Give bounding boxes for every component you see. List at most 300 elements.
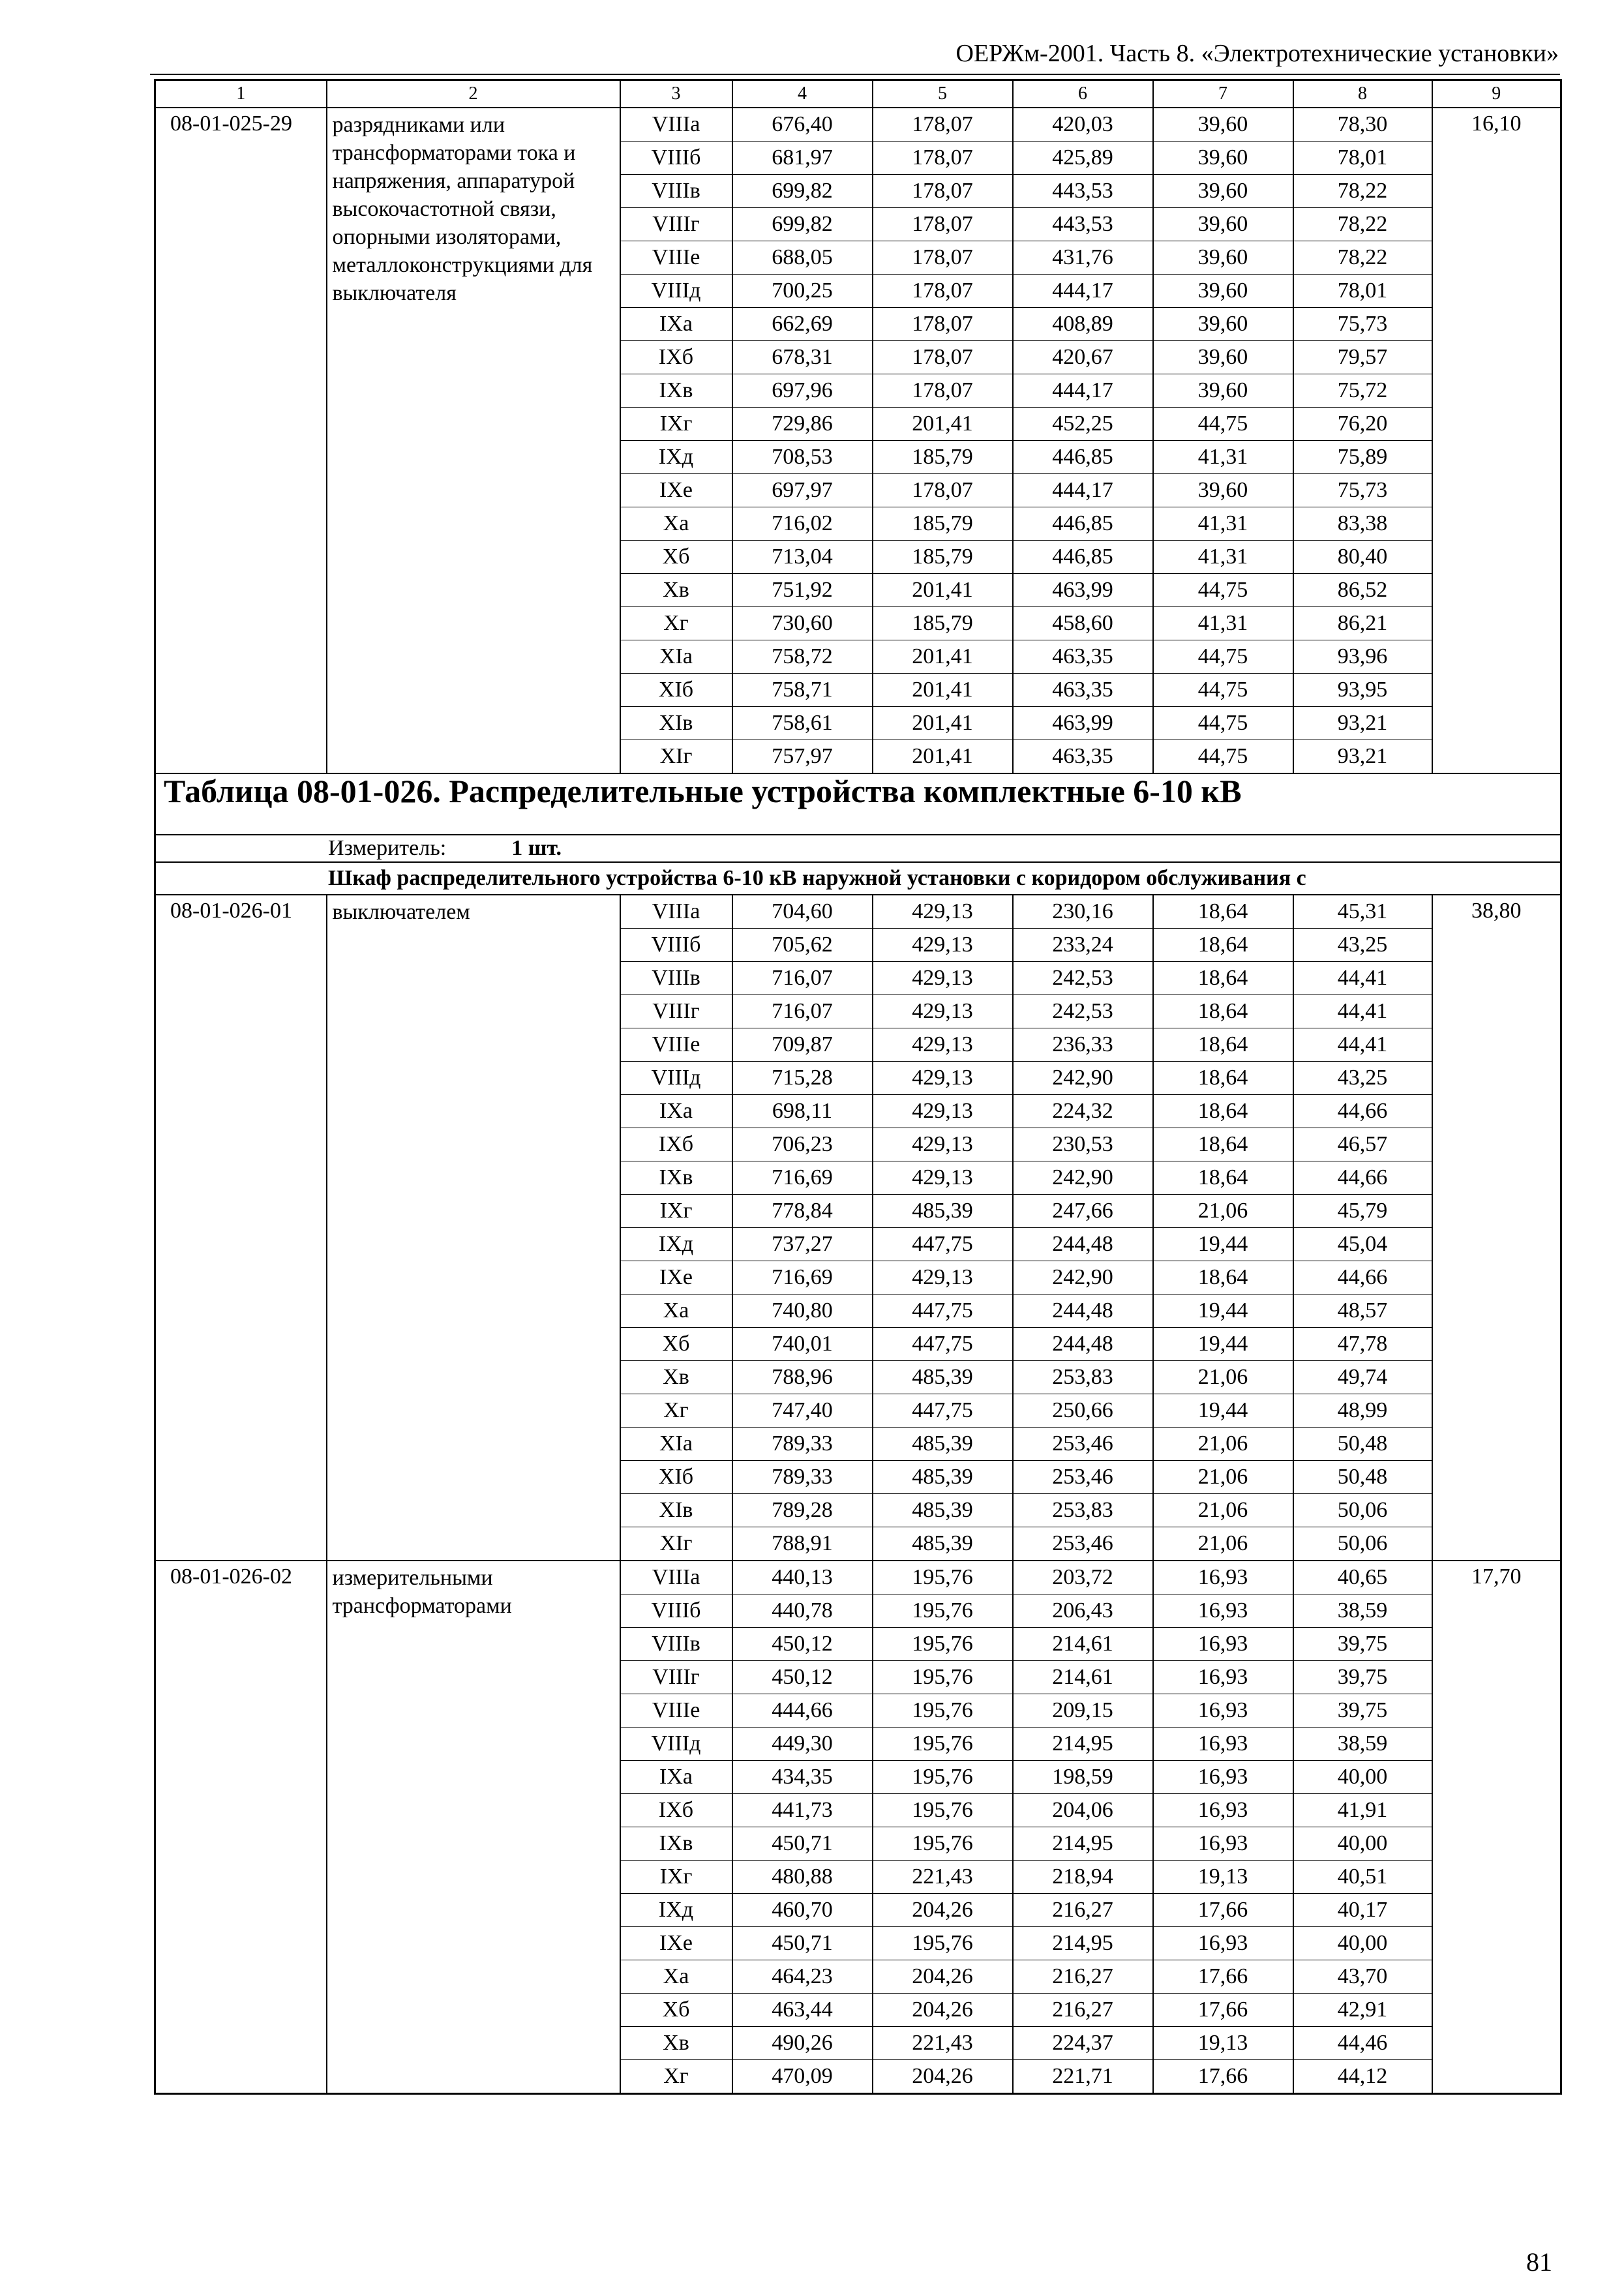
subsection-row [155, 862, 1561, 895]
materials-cost: 39,75 [1293, 1694, 1432, 1728]
machine-cost: 444,17 [1013, 275, 1153, 308]
wages: 429,13 [873, 1095, 1013, 1128]
meter-label: Измеритель: [328, 836, 447, 860]
total-cost: 688,05 [732, 241, 873, 275]
total-cost: 700,25 [732, 275, 873, 308]
column-number: 1 [155, 80, 327, 108]
materials-cost: 78,01 [1293, 142, 1432, 175]
machine-cost: 446,85 [1013, 507, 1153, 541]
machine-wages: 19,44 [1153, 1394, 1293, 1428]
wages: 485,39 [873, 1361, 1013, 1394]
machine-wages: 39,60 [1153, 275, 1293, 308]
materials-cost: 43,25 [1293, 1062, 1432, 1095]
column-number: 9 [1432, 80, 1561, 108]
labor-norm: 17,70 [1432, 1561, 1561, 2094]
machine-cost: 253,46 [1013, 1527, 1153, 1561]
machine-wages: 17,66 [1153, 1960, 1293, 1994]
machine-wages: 39,60 [1153, 208, 1293, 241]
machine-cost: 443,53 [1013, 175, 1153, 208]
page-number: 81 [1526, 2247, 1552, 2277]
machine-cost: 224,37 [1013, 2027, 1153, 2060]
wages: 204,26 [873, 1960, 1013, 1994]
wages: 201,41 [873, 707, 1013, 740]
machine-cost: 221,71 [1013, 2060, 1153, 2094]
zone-code: IXг [620, 408, 732, 441]
materials-cost: 43,25 [1293, 929, 1432, 962]
machine-wages: 16,93 [1153, 1794, 1293, 1827]
machine-wages: 21,06 [1153, 1428, 1293, 1461]
zone-code: IXб [620, 1794, 732, 1827]
zone-code: VIIIг [620, 995, 732, 1028]
machine-wages: 16,93 [1153, 1827, 1293, 1861]
zone-code: XIa [620, 640, 732, 674]
machine-wages: 17,66 [1153, 1894, 1293, 1927]
materials-cost: 48,57 [1293, 1294, 1432, 1328]
total-cost: 730,60 [732, 607, 873, 640]
zone-code: VIIIa [620, 108, 732, 142]
total-cost: 757,97 [732, 740, 873, 774]
wages: 447,75 [873, 1294, 1013, 1328]
total-cost: 464,23 [732, 1960, 873, 1994]
total-cost: 450,12 [732, 1628, 873, 1661]
machine-wages: 19,13 [1153, 2027, 1293, 2060]
zone-code: Xб [620, 541, 732, 574]
wages: 178,07 [873, 208, 1013, 241]
total-cost: 698,11 [732, 1095, 873, 1128]
wages: 204,26 [873, 1894, 1013, 1927]
wages: 201,41 [873, 674, 1013, 707]
total-cost: 706,23 [732, 1128, 873, 1161]
wages: 485,39 [873, 1461, 1013, 1494]
machine-wages: 17,66 [1153, 2060, 1293, 2094]
total-cost: 715,28 [732, 1062, 873, 1095]
table-title: Таблица 08-01-026. Распределительные устройства комплектные 6-10 кВ [155, 773, 1561, 835]
column-number: 3 [620, 80, 732, 108]
wages: 485,39 [873, 1527, 1013, 1561]
zone-code: VIIIв [620, 175, 732, 208]
total-cost: 708,53 [732, 441, 873, 474]
total-cost: 704,60 [732, 895, 873, 929]
zone-code: VIIIв [620, 962, 732, 995]
materials-cost: 93,96 [1293, 640, 1432, 674]
materials-cost: 44,12 [1293, 2060, 1432, 2094]
wages: 201,41 [873, 640, 1013, 674]
zone-code: IXa [620, 308, 732, 341]
wages: 195,76 [873, 1761, 1013, 1794]
meter-row [155, 835, 1561, 862]
machine-cost: 463,35 [1013, 640, 1153, 674]
machine-wages: 18,64 [1153, 1062, 1293, 1095]
machine-cost: 463,35 [1013, 740, 1153, 774]
machine-wages: 16,93 [1153, 1561, 1293, 1594]
wages: 195,76 [873, 1927, 1013, 1960]
machine-wages: 39,60 [1153, 308, 1293, 341]
total-cost: 699,82 [732, 175, 873, 208]
machine-wages: 21,06 [1153, 1195, 1293, 1228]
total-cost: 678,31 [732, 341, 873, 374]
zone-code: XIг [620, 1527, 732, 1561]
machine-wages: 18,64 [1153, 1161, 1293, 1195]
machine-cost: 444,17 [1013, 474, 1153, 507]
machine-cost: 463,35 [1013, 674, 1153, 707]
machine-cost: 224,32 [1013, 1095, 1153, 1128]
total-cost: 716,07 [732, 962, 873, 995]
machine-cost: 244,48 [1013, 1294, 1153, 1328]
total-cost: 440,13 [732, 1561, 873, 1594]
header-rule [150, 74, 1560, 75]
machine-wages: 18,64 [1153, 1128, 1293, 1161]
machine-cost: 463,99 [1013, 574, 1153, 607]
machine-wages: 18,64 [1153, 1261, 1293, 1294]
zone-code: VIIIг [620, 208, 732, 241]
column-number: 8 [1293, 80, 1432, 108]
table-title-row [155, 773, 1561, 835]
machine-wages: 39,60 [1153, 241, 1293, 275]
materials-cost: 43,70 [1293, 1960, 1432, 1994]
machine-cost: 443,53 [1013, 208, 1153, 241]
wages: 429,13 [873, 895, 1013, 929]
total-cost: 716,07 [732, 995, 873, 1028]
zone-code: VIIIв [620, 1628, 732, 1661]
machine-wages: 16,93 [1153, 1628, 1293, 1661]
machine-cost: 218,94 [1013, 1861, 1153, 1894]
zone-code: IXе [620, 474, 732, 507]
running-header: ОЕРЖм-2001. Часть 8. «Электротехнические установки» [955, 40, 1559, 67]
column-number: 7 [1153, 80, 1293, 108]
machine-cost: 214,61 [1013, 1628, 1153, 1661]
machine-cost: 244,48 [1013, 1328, 1153, 1361]
materials-cost: 45,79 [1293, 1195, 1432, 1228]
machine-wages: 21,06 [1153, 1494, 1293, 1527]
materials-cost: 44,41 [1293, 962, 1432, 995]
machine-wages: 19,44 [1153, 1228, 1293, 1261]
materials-cost: 44,66 [1293, 1161, 1432, 1195]
column-number: 2 [327, 80, 620, 108]
total-cost: 789,33 [732, 1428, 873, 1461]
materials-cost: 47,78 [1293, 1328, 1432, 1361]
wages: 447,75 [873, 1394, 1013, 1428]
meter-cell [155, 835, 1561, 862]
machine-cost: 446,85 [1013, 541, 1153, 574]
column-number: 5 [873, 80, 1013, 108]
wages: 178,07 [873, 275, 1013, 308]
zone-code: Xг [620, 2060, 732, 2094]
materials-cost: 40,65 [1293, 1561, 1432, 1594]
zone-code: Xв [620, 1361, 732, 1394]
wages: 221,43 [873, 2027, 1013, 2060]
rate-code: 08-01-026-01 [155, 895, 327, 1561]
wages: 429,13 [873, 962, 1013, 995]
materials-cost: 41,91 [1293, 1794, 1432, 1827]
machine-wages: 39,60 [1153, 175, 1293, 208]
materials-cost: 39,75 [1293, 1661, 1432, 1694]
machine-cost: 204,06 [1013, 1794, 1153, 1827]
machine-wages: 19,13 [1153, 1861, 1293, 1894]
zone-code: XIв [620, 1494, 732, 1527]
materials-cost: 76,20 [1293, 408, 1432, 441]
machine-cost: 230,53 [1013, 1128, 1153, 1161]
zone-code: Xб [620, 1994, 732, 2027]
machine-wages: 41,31 [1153, 441, 1293, 474]
total-cost: 758,71 [732, 674, 873, 707]
machine-wages: 21,06 [1153, 1527, 1293, 1561]
total-cost: 789,28 [732, 1494, 873, 1527]
zone-code: IXе [620, 1927, 732, 1960]
machine-wages: 18,64 [1153, 1095, 1293, 1128]
materials-cost: 40,00 [1293, 1761, 1432, 1794]
zone-code: IXб [620, 341, 732, 374]
machine-cost: 420,67 [1013, 341, 1153, 374]
machine-cost: 242,90 [1013, 1062, 1153, 1095]
machine-cost: 452,25 [1013, 408, 1153, 441]
zone-code: IXд [620, 1228, 732, 1261]
machine-cost: 230,16 [1013, 895, 1153, 929]
machine-cost: 250,66 [1013, 1394, 1153, 1428]
wages: 485,39 [873, 1195, 1013, 1228]
zone-code: XIг [620, 740, 732, 774]
zone-code: Xв [620, 2027, 732, 2060]
materials-cost: 75,89 [1293, 441, 1432, 474]
wages: 178,07 [873, 341, 1013, 374]
machine-wages: 21,06 [1153, 1361, 1293, 1394]
subsection-title: Шкаф распределительного устройства 6-10 кВ наружной установки с коридором обслуживания с [155, 862, 1561, 895]
machine-wages: 39,60 [1153, 474, 1293, 507]
wages: 195,76 [873, 1628, 1013, 1661]
zone-code: XIб [620, 1461, 732, 1494]
machine-cost: 242,90 [1013, 1161, 1153, 1195]
table-row [155, 895, 1561, 929]
total-cost: 676,40 [732, 108, 873, 142]
machine-cost: 244,48 [1013, 1228, 1153, 1261]
machine-wages: 18,64 [1153, 929, 1293, 962]
zone-code: IXa [620, 1761, 732, 1794]
zone-code: IXг [620, 1195, 732, 1228]
zone-code: Xa [620, 1960, 732, 1994]
machine-cost: 233,24 [1013, 929, 1153, 962]
total-cost: 699,82 [732, 208, 873, 241]
zone-code: IXв [620, 1161, 732, 1195]
rate-description: выключателем [327, 895, 620, 1561]
machine-wages: 18,64 [1153, 895, 1293, 929]
machine-cost: 214,95 [1013, 1728, 1153, 1761]
total-cost: 758,61 [732, 707, 873, 740]
total-cost: 729,86 [732, 408, 873, 441]
machine-cost: 247,66 [1013, 1195, 1153, 1228]
materials-cost: 38,59 [1293, 1728, 1432, 1761]
wages: 447,75 [873, 1228, 1013, 1261]
wages: 429,13 [873, 1128, 1013, 1161]
zone-code: XIa [620, 1428, 732, 1461]
total-cost: 480,88 [732, 1861, 873, 1894]
total-cost: 705,62 [732, 929, 873, 962]
machine-wages: 16,93 [1153, 1927, 1293, 1960]
total-cost: 450,71 [732, 1827, 873, 1861]
zone-code: VIIIг [620, 1661, 732, 1694]
materials-cost: 38,59 [1293, 1594, 1432, 1628]
total-cost: 490,26 [732, 2027, 873, 2060]
zone-code: VIIIб [620, 142, 732, 175]
materials-cost: 50,06 [1293, 1494, 1432, 1527]
wages: 429,13 [873, 995, 1013, 1028]
machine-wages: 44,75 [1153, 574, 1293, 607]
total-cost: 709,87 [732, 1028, 873, 1062]
zone-code: IXв [620, 374, 732, 408]
materials-cost: 93,21 [1293, 707, 1432, 740]
materials-cost: 50,48 [1293, 1428, 1432, 1461]
zone-code: Xa [620, 1294, 732, 1328]
zone-code: Xв [620, 574, 732, 607]
wages: 204,26 [873, 1994, 1013, 2027]
machine-wages: 44,75 [1153, 408, 1293, 441]
machine-wages: 39,60 [1153, 374, 1293, 408]
zone-code: Xг [620, 607, 732, 640]
wages: 178,07 [873, 175, 1013, 208]
machine-cost: 253,83 [1013, 1494, 1153, 1527]
machine-wages: 41,31 [1153, 507, 1293, 541]
wages: 201,41 [873, 740, 1013, 774]
wages: 195,76 [873, 1827, 1013, 1861]
machine-cost: 408,89 [1013, 308, 1153, 341]
wages: 178,07 [873, 374, 1013, 408]
total-cost: 758,72 [732, 640, 873, 674]
materials-cost: 42,91 [1293, 1994, 1432, 2027]
total-cost: 751,92 [732, 574, 873, 607]
materials-cost: 48,99 [1293, 1394, 1432, 1428]
rate-description: измерительными трансформаторами [327, 1561, 620, 2094]
zone-code: Xб [620, 1328, 732, 1361]
machine-wages: 39,60 [1153, 341, 1293, 374]
machine-cost: 444,17 [1013, 374, 1153, 408]
zone-code: VIIIa [620, 1561, 732, 1594]
rate-code: 08-01-025-29 [155, 108, 327, 773]
total-cost: 788,96 [732, 1361, 873, 1394]
machine-cost: 242,90 [1013, 1261, 1153, 1294]
zone-code: IXв [620, 1827, 732, 1861]
zone-code: VIIIa [620, 895, 732, 929]
machine-cost: 253,83 [1013, 1361, 1153, 1394]
materials-cost: 49,74 [1293, 1361, 1432, 1394]
machine-cost: 420,03 [1013, 108, 1153, 142]
wages: 201,41 [873, 408, 1013, 441]
total-cost: 434,35 [732, 1761, 873, 1794]
materials-cost: 39,75 [1293, 1628, 1432, 1661]
total-cost: 662,69 [732, 308, 873, 341]
machine-wages: 16,93 [1153, 1594, 1293, 1628]
total-cost: 449,30 [732, 1728, 873, 1761]
machine-cost: 214,95 [1013, 1927, 1153, 1960]
machine-wages: 44,75 [1153, 740, 1293, 774]
materials-cost: 78,22 [1293, 175, 1432, 208]
machine-cost: 242,53 [1013, 962, 1153, 995]
materials-cost: 44,46 [1293, 2027, 1432, 2060]
materials-cost: 45,04 [1293, 1228, 1432, 1261]
total-cost: 460,70 [732, 1894, 873, 1927]
total-cost: 737,27 [732, 1228, 873, 1261]
machine-wages: 18,64 [1153, 995, 1293, 1028]
total-cost: 713,04 [732, 541, 873, 574]
wages: 204,26 [873, 2060, 1013, 2094]
materials-cost: 46,57 [1293, 1128, 1432, 1161]
zone-code: VIIIе [620, 1028, 732, 1062]
machine-wages: 44,75 [1153, 640, 1293, 674]
materials-cost: 44,41 [1293, 995, 1432, 1028]
materials-cost: 75,73 [1293, 474, 1432, 507]
machine-cost: 216,27 [1013, 1894, 1153, 1927]
zone-code: Xa [620, 507, 732, 541]
labor-norm: 16,10 [1432, 108, 1561, 773]
materials-cost: 86,21 [1293, 607, 1432, 640]
total-cost: 788,91 [732, 1527, 873, 1561]
wages: 178,07 [873, 142, 1013, 175]
wages: 185,79 [873, 607, 1013, 640]
wages: 195,76 [873, 1594, 1013, 1628]
wages: 429,13 [873, 1062, 1013, 1095]
zone-code: VIIIб [620, 929, 732, 962]
machine-cost: 198,59 [1013, 1761, 1153, 1794]
materials-cost: 40,17 [1293, 1894, 1432, 1927]
zone-code: XIв [620, 707, 732, 740]
machine-wages: 39,60 [1153, 142, 1293, 175]
zone-code: VIIIе [620, 241, 732, 275]
zone-code: IXе [620, 1261, 732, 1294]
wages: 178,07 [873, 241, 1013, 275]
total-cost: 789,33 [732, 1461, 873, 1494]
materials-cost: 78,30 [1293, 108, 1432, 142]
wages: 195,76 [873, 1728, 1013, 1761]
machine-wages: 16,93 [1153, 1661, 1293, 1694]
wages: 178,07 [873, 108, 1013, 142]
machine-cost: 216,27 [1013, 1960, 1153, 1994]
zone-code: IXa [620, 1095, 732, 1128]
wages: 185,79 [873, 441, 1013, 474]
zone-code: XIб [620, 674, 732, 707]
machine-cost: 425,89 [1013, 142, 1153, 175]
materials-cost: 44,41 [1293, 1028, 1432, 1062]
table-row [155, 1561, 1561, 1594]
zone-code: VIIIе [620, 1694, 732, 1728]
meter-value: 1 шт. [511, 836, 562, 860]
wages: 195,76 [873, 1561, 1013, 1594]
labor-norm: 38,80 [1432, 895, 1561, 1561]
total-cost: 697,97 [732, 474, 873, 507]
zone-code: IXг [620, 1861, 732, 1894]
machine-cost: 214,61 [1013, 1661, 1153, 1694]
wages: 195,76 [873, 1694, 1013, 1728]
materials-cost: 75,72 [1293, 374, 1432, 408]
machine-cost: 458,60 [1013, 607, 1153, 640]
wages: 485,39 [873, 1428, 1013, 1461]
machine-wages: 17,66 [1153, 1994, 1293, 2027]
machine-cost: 216,27 [1013, 1994, 1153, 2027]
wages: 185,79 [873, 507, 1013, 541]
wages: 178,07 [873, 474, 1013, 507]
materials-cost: 93,95 [1293, 674, 1432, 707]
machine-cost: 463,99 [1013, 707, 1153, 740]
zone-code: Xг [620, 1394, 732, 1428]
total-cost: 747,40 [732, 1394, 873, 1428]
materials-cost: 86,52 [1293, 574, 1432, 607]
total-cost: 444,66 [732, 1694, 873, 1728]
machine-wages: 18,64 [1153, 962, 1293, 995]
total-cost: 450,12 [732, 1661, 873, 1694]
machine-cost: 242,53 [1013, 995, 1153, 1028]
total-cost: 716,69 [732, 1261, 873, 1294]
machine-cost: 431,76 [1013, 241, 1153, 275]
materials-cost: 78,01 [1293, 275, 1432, 308]
zone-code: IXд [620, 1894, 732, 1927]
machine-wages: 19,44 [1153, 1328, 1293, 1361]
total-cost: 716,02 [732, 507, 873, 541]
